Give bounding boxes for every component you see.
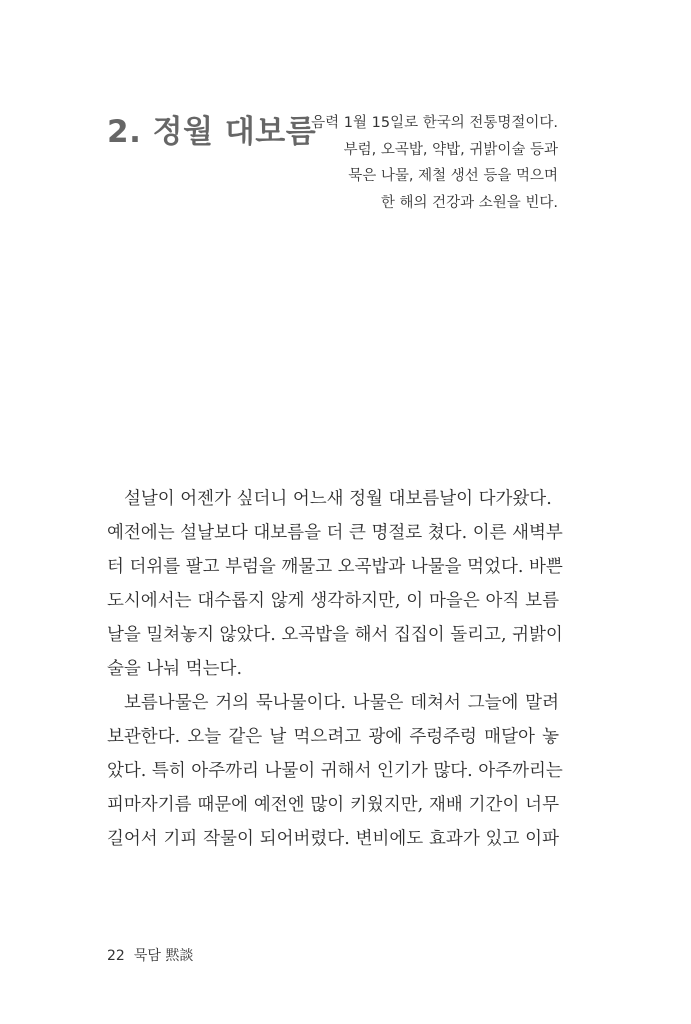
body-line: 길어서 기피 작물이 되어버렸다. 변비에도 효과가 있고 이파 xyxy=(107,829,559,849)
body-text xyxy=(107,482,563,856)
body-line: 보관한다. 오늘 같은 날 먹으려고 광에 주렁주렁 매달아 놓 xyxy=(107,727,559,747)
body-line: 예전에는 설날보다 대보름을 더 큰 명절로 쳤다. 이른 새벽부 xyxy=(107,523,563,543)
body-line: 보름나물은 거의 묵나물이다. 나물은 데쳐서 그늘에 말려 xyxy=(124,693,559,713)
body-line: 설날이 어젠가 싶더니 어느새 정월 대보름날이 다가왔다. xyxy=(124,489,552,509)
body-line: 도시에서는 대수롭지 않게 생각하지만, 이 마을은 아직 보름 xyxy=(107,591,559,611)
body-line: 터 더위를 팔고 부럼을 깨물고 오곡밥과 나물을 먹었다. 바쁜 xyxy=(107,557,563,577)
page-number: 22 xyxy=(107,948,125,964)
body-line: 날을 밀쳐놓지 않았다. 오곡밥을 해서 집집이 돌리고, 귀밝이 xyxy=(107,625,563,645)
summary-line: 부럼, 오곡밥, 약밥, 귀밝이술 등과 xyxy=(343,141,558,158)
body-line: 술을 나눠 먹는다. xyxy=(107,659,243,679)
book-title: 묵담 黙談 xyxy=(133,948,194,964)
summary-line: 음력 1월 15일로 한국의 전통명절이다. xyxy=(311,115,558,131)
summary-line: 묵은 나물, 제철 생선 등을 먹으며 xyxy=(348,168,558,184)
chapter-title: 2. 정월 대보름 xyxy=(107,114,317,150)
page-footer xyxy=(107,945,202,965)
body-line: 았다. 특히 아주까리 나물이 귀해서 인기가 많다. 아주까리는 xyxy=(107,761,563,781)
summary-line: 한 해의 건강과 소원을 빈다. xyxy=(380,194,558,211)
body-line: 피마자기름 때문에 예전엔 많이 키웠지만, 재배 기간이 너무 xyxy=(107,795,559,815)
chapter-summary xyxy=(258,110,558,216)
